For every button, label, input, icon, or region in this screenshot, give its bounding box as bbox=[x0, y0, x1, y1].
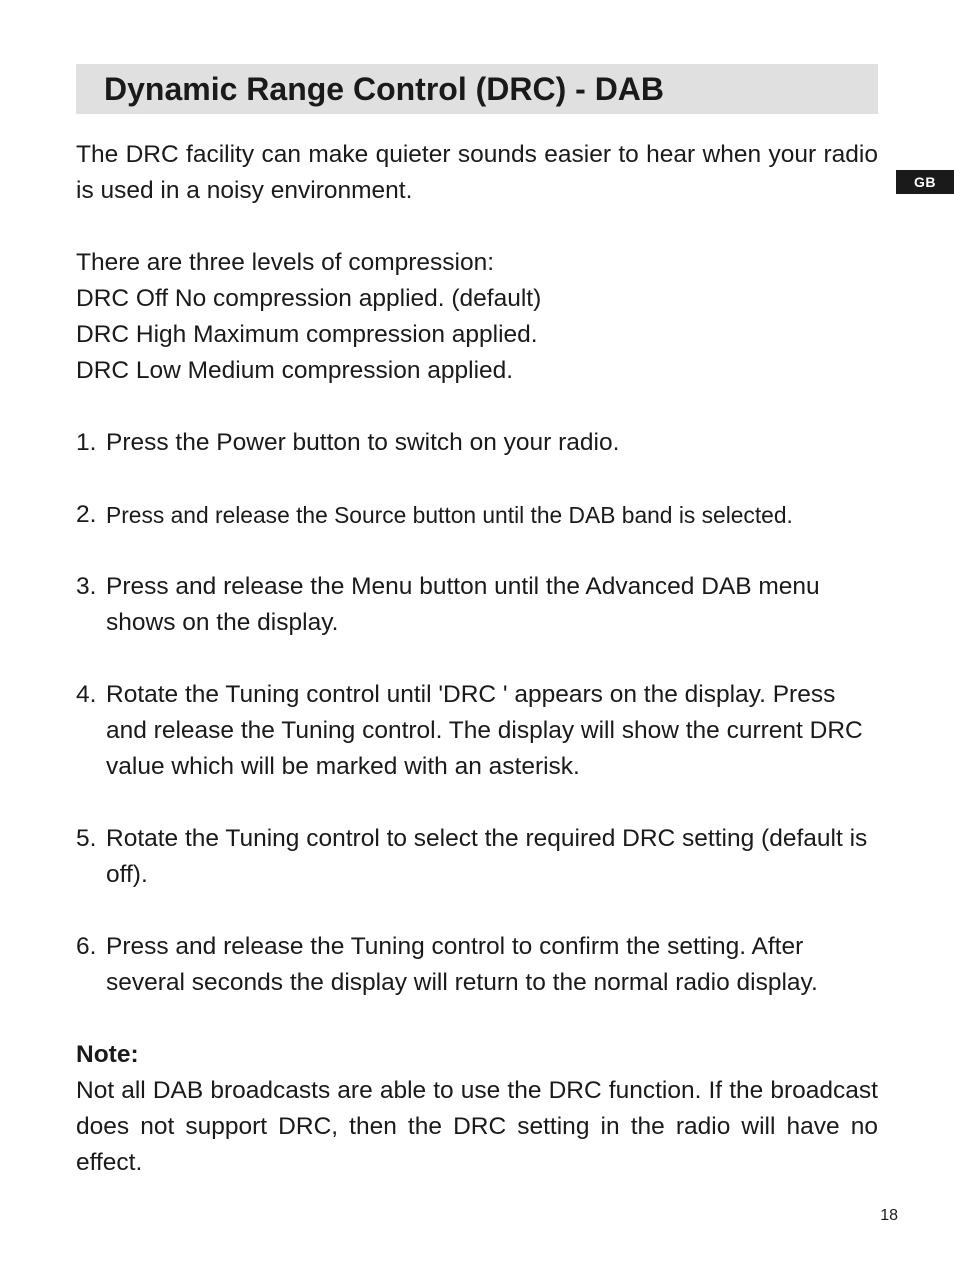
step-text: Rotate the Tuning control until 'DRC ' appears on the display. Press and release the Tuning control. The display will show the current DRC value which will be marked with an asterisk. bbox=[106, 681, 863, 780]
step-number: 5. bbox=[76, 825, 97, 852]
step-item bbox=[76, 929, 878, 1001]
level-item-high: DRC High Maximum compression applied. bbox=[76, 321, 538, 348]
spacer bbox=[76, 389, 878, 425]
step-number: 3. bbox=[76, 573, 97, 600]
level-item-off: DRC Off No compression applied. (default) bbox=[76, 285, 542, 312]
step-number: 2. bbox=[76, 501, 97, 528]
spacer bbox=[76, 533, 878, 569]
step-text: Press the Power button to switch on your radio. bbox=[106, 429, 620, 456]
step-item bbox=[76, 425, 878, 461]
page-number: 18 bbox=[880, 1207, 898, 1224]
note-text: Not all DAB broadcasts are able to use the DRC function. If the broadcast does not support DRC, then the DRC setting in the radio will have no effect. bbox=[76, 1077, 878, 1176]
spacer bbox=[76, 641, 878, 677]
step-item bbox=[76, 821, 878, 893]
step-item bbox=[76, 569, 878, 641]
level-item-low: DRC Low Medium compression applied. bbox=[76, 357, 514, 384]
intro-paragraph: The DRC facility can make quieter sounds easier to hear when your radio is used in a noisy environment. bbox=[76, 141, 878, 204]
spacer bbox=[76, 785, 878, 821]
levels-heading: There are three levels of compression: bbox=[76, 249, 495, 276]
title-bar bbox=[76, 64, 878, 114]
step-text: Press and release the Tuning control to confirm the setting. After several seconds the display will return to the normal radio display. bbox=[106, 933, 818, 996]
step-text: Press and release the Menu button until the Advanced DAB menu shows on the display. bbox=[106, 573, 820, 636]
language-tab: GB bbox=[896, 170, 954, 194]
step-number: 4. bbox=[76, 681, 97, 708]
step-text: Press and release the Source button until the DAB band is selected. bbox=[106, 502, 793, 528]
step-text: Rotate the Tuning control to select the required DRC setting (default is off). bbox=[106, 825, 868, 888]
note-heading: Note: bbox=[76, 1041, 139, 1068]
page-content bbox=[76, 137, 878, 1181]
spacer bbox=[76, 1001, 878, 1037]
spacer bbox=[76, 893, 878, 929]
step-item bbox=[76, 497, 878, 533]
step-number: 6. bbox=[76, 933, 97, 960]
spacer bbox=[76, 461, 878, 497]
step-item bbox=[76, 677, 878, 785]
step-number: 1. bbox=[76, 429, 97, 456]
page-title: Dynamic Range Control (DRC) - DAB bbox=[104, 71, 665, 107]
spacer bbox=[76, 209, 878, 245]
